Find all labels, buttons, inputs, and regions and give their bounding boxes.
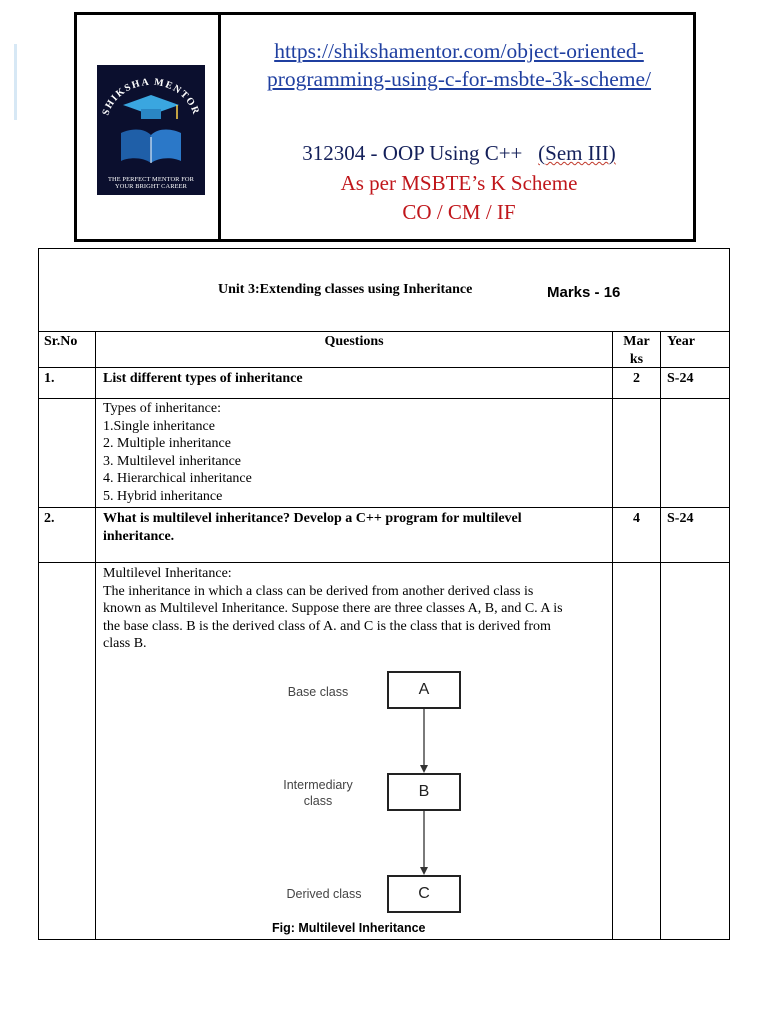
scheme-line: As per MSBTE’s K Scheme [340, 171, 578, 195]
q1-question: List different types of inheritance [103, 371, 303, 386]
arrow-head-icon [420, 867, 428, 875]
col-header-marks-line-2: ks [629, 351, 644, 367]
banner-text [225, 15, 693, 239]
header-banner [74, 12, 696, 242]
q1-year: S-24 [667, 371, 694, 386]
unit-marks: Marks - 16 [547, 284, 621, 301]
intermediary-class-label [276, 777, 360, 809]
q1-answer-line: 5. Hybrid inheritance [103, 488, 223, 504]
branches-line: CO / CM / IF [402, 200, 516, 224]
q1-answer-line: 1.Single inheritance [103, 418, 215, 434]
derived-class-label: Derived class [286, 887, 362, 901]
course-title [225, 141, 693, 166]
col-header-questions: Questions [324, 334, 384, 349]
q2-answer-line: the base class. B is the derived class of A. and C is the class that is derived from [103, 618, 551, 634]
table-divider [95, 331, 96, 940]
logo-tagline-line-1: THE PERFECT MENTOR FOR [108, 175, 194, 183]
q2-answer-line: Multilevel Inheritance: [103, 566, 232, 581]
q2-number: 2. [44, 511, 55, 526]
course-link[interactable] [225, 37, 693, 93]
q2-answer-line: class B. [103, 636, 147, 652]
q1-number: 1. [44, 371, 55, 386]
inheritance-arrows [414, 709, 434, 875]
intermediary-label-line-2: class [303, 794, 333, 808]
class-b-box: B [387, 773, 461, 811]
q2-question-line-1: What is multilevel inheritance? Develop a C++ program for multilevel [103, 511, 522, 526]
q1-answer-line: Types of inheritance: [103, 401, 221, 416]
logo-tagline-line-2: YOUR BRIGHT CAREER [115, 183, 187, 191]
shiksha-mentor-logo [97, 65, 205, 195]
col-header-year: Year [667, 334, 695, 349]
q2-question-line-2: inheritance. [103, 528, 175, 544]
table-divider [660, 331, 661, 940]
q2-answer [103, 565, 563, 653]
course-code: 312304 - OOP Using C++ [302, 141, 523, 165]
table-divider [612, 331, 613, 940]
q1-marks: 2 [633, 371, 640, 386]
table-divider [38, 507, 730, 508]
col-header-marks-line-1: Mar [623, 334, 650, 349]
arrow-head-icon [420, 765, 428, 773]
book-icon [119, 127, 183, 165]
q2-question [103, 510, 522, 545]
graduation-cap-icon [97, 67, 205, 127]
logo-cell [77, 15, 221, 239]
q1-answer-line: 3. Multilevel inheritance [103, 453, 242, 469]
q1-answer [103, 400, 252, 506]
q1-answer-line: 2. Multiple inheritance [103, 436, 231, 452]
course-link-line-1[interactable]: https://shikshamentor.com/object-oriented- [274, 39, 644, 63]
col-header-marks [613, 333, 660, 368]
q1-answer-line: 4. Hierarchical inheritance [103, 471, 252, 487]
table-divider [38, 331, 730, 332]
table-divider [38, 398, 730, 399]
q2-year: S-24 [667, 511, 694, 526]
intermediary-label-line-1: Intermediary [283, 778, 353, 792]
figure-caption: Fig: Multilevel Inheritance [272, 921, 426, 935]
table-divider [38, 562, 730, 563]
unit-title: Unit 3:Extending classes using Inheritance [218, 282, 473, 297]
q2-answer-line: known as Multilevel Inheritance. Suppose there are three classes A, B, and C. A is [103, 601, 563, 617]
q2-answer-line: The inheritance in which a class can be derived from another derived class is [103, 583, 534, 599]
logo-tagline [99, 176, 203, 191]
page-edge-marker [14, 44, 17, 120]
logo-arc-text: SHIKSHA MENTOR [100, 76, 202, 117]
q2-marks: 4 [633, 511, 640, 526]
base-class-label: Base class [287, 685, 349, 699]
class-c-box: C [387, 875, 461, 913]
class-a-box: A [387, 671, 461, 709]
col-header-srno: Sr.No [44, 334, 78, 349]
semester: (Sem III) [538, 141, 616, 165]
course-link-line-2[interactable]: programming-using-c-for-msbte-3k-scheme/ [266, 67, 652, 91]
